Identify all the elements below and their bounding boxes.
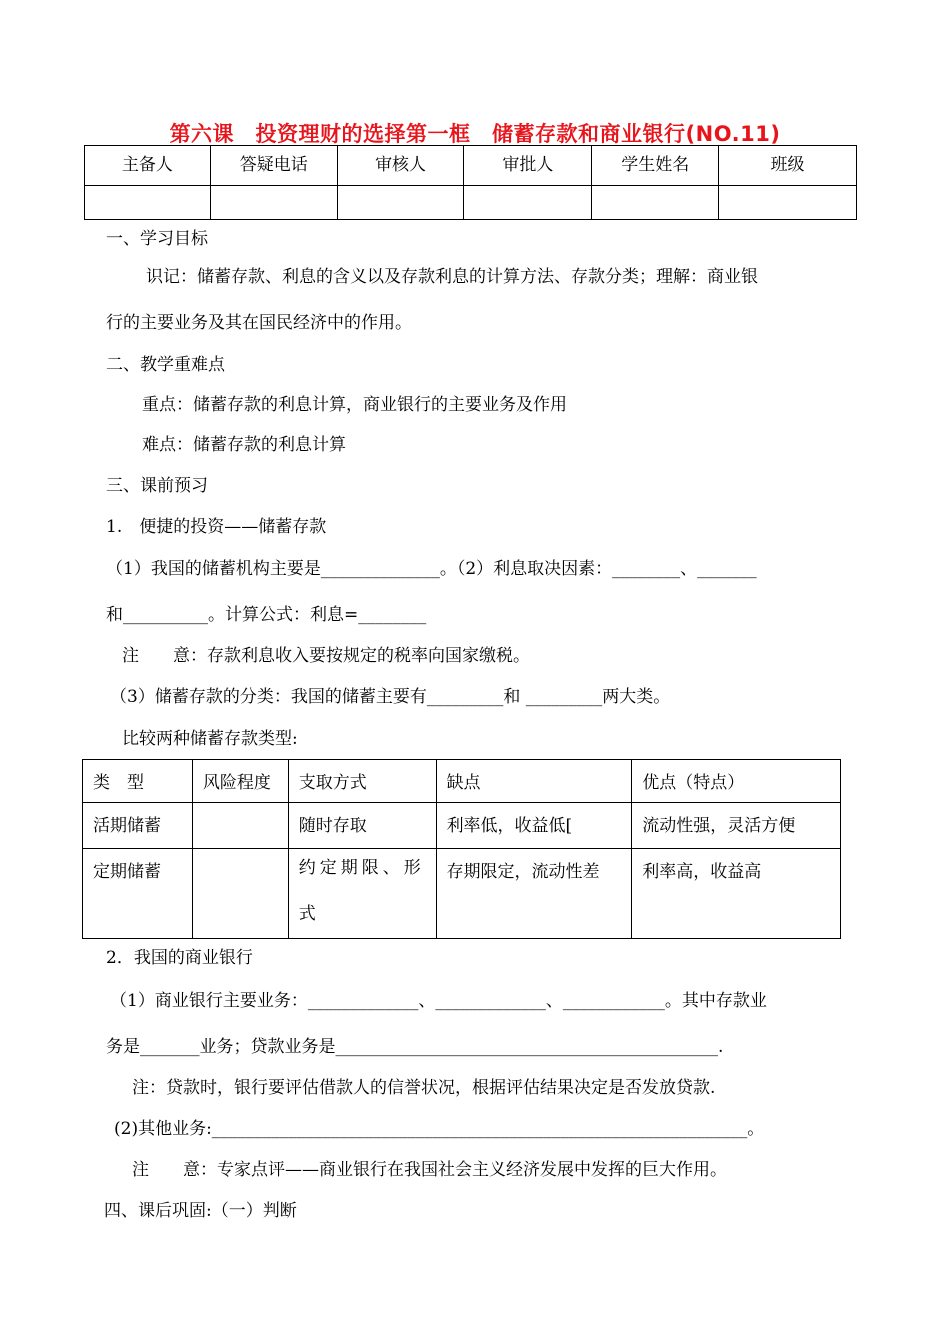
- table-cell: [192, 849, 288, 939]
- table-header-cell: 优点（特点）: [632, 760, 841, 803]
- header-table: [84, 145, 857, 220]
- table-header-cell: 支取方式: [288, 760, 436, 803]
- paragraph-line: （1）商业银行主要业务：_____________、_____________、____________。其中存款业: [110, 991, 767, 1011]
- table-cell: [288, 849, 436, 939]
- table-cell: 流动性强，灵活方便: [632, 803, 841, 849]
- paragraph-line: 注：贷款时，银行要评估借款人的信誉状况，根据评估结果决定是否发放贷款.: [132, 1078, 716, 1098]
- table-header-cell: 缺点: [436, 760, 632, 803]
- paragraph-line: 识记：储蓄存款、利息的含义以及存款利息的计算方法、存款分类；理解：商业银: [146, 267, 758, 287]
- header-cell: 班级: [719, 146, 857, 186]
- table-cell: 随时存取: [288, 803, 436, 849]
- header-cell: 审批人: [464, 146, 592, 186]
- blank-cell: [592, 186, 719, 220]
- table-header-cell: 类 型: [83, 760, 193, 803]
- blank-cell: [210, 186, 337, 220]
- header-cell: 学生姓名: [592, 146, 719, 186]
- paragraph-line: 2．我国的商业银行: [106, 948, 253, 968]
- paragraph-line: 注 意：专家点评——商业银行在我国社会主义经济发展中发挥的巨大作用。: [132, 1160, 727, 1180]
- paragraph-line: 和__________。计算公式：利息=________: [106, 605, 427, 625]
- table-header-cell: 风险程度: [192, 760, 288, 803]
- section-heading: 四、课后巩固:（一）判断: [104, 1201, 297, 1221]
- table-cell: [192, 803, 288, 849]
- table-cell: 利率高，收益高: [632, 849, 841, 939]
- paragraph-line: 难点：储蓄存款的利息计算: [142, 435, 346, 455]
- table-cell: 存期限定，流动性差: [436, 849, 632, 939]
- paragraph-line: 注 意：存款利息收入要按规定的税率向国家缴税。: [122, 646, 530, 666]
- section-heading: 二、教学重难点: [106, 355, 225, 375]
- paragraph-line: （1）我国的储蓄机构主要是______________。（2）利息取决因素：________、_______: [106, 559, 757, 579]
- header-cell: 审核人: [337, 146, 464, 186]
- header-cell: 答疑电话: [210, 146, 337, 186]
- page-title: 第六课 投资理财的选择第一框 储蓄存款和商业银行(NO.11): [169, 122, 781, 146]
- paragraph-line: 1. 便捷的投资——储蓄存款: [106, 517, 327, 537]
- paragraph-line: 重点：储蓄存款的利息计算，商业银行的主要业务及作用: [142, 395, 567, 415]
- blank-cell: [719, 186, 857, 220]
- blank-cell: [337, 186, 464, 220]
- table-cell: 利率低，收益低[: [436, 803, 632, 849]
- paragraph-line: 行的主要业务及其在国民经济中的作用。: [106, 313, 412, 333]
- comparison-table: [82, 759, 841, 939]
- header-cell: 主备人: [85, 146, 211, 186]
- paragraph-line: (2)其他业务:_______________________________________________________________。: [114, 1119, 765, 1139]
- table-cell: 活期储蓄: [83, 803, 193, 849]
- blank-cell: [464, 186, 592, 220]
- blank-cell: [85, 186, 211, 220]
- paragraph-line: 务是_______业务；贷款业务是_____________________________________________.: [106, 1037, 724, 1057]
- section-heading: 一、学习目标: [106, 229, 208, 249]
- section-heading: 三、课前预习: [106, 476, 208, 496]
- paragraph-line: 比较两种储蓄存款类型:: [122, 729, 298, 749]
- paragraph-line: （3）储蓄存款的分类：我国的储蓄主要有_________和 _________两大类。: [110, 687, 671, 707]
- table-cell: 定期储蓄: [83, 849, 193, 939]
- table-cell-text: 约定期限、形式: [298, 858, 425, 924]
